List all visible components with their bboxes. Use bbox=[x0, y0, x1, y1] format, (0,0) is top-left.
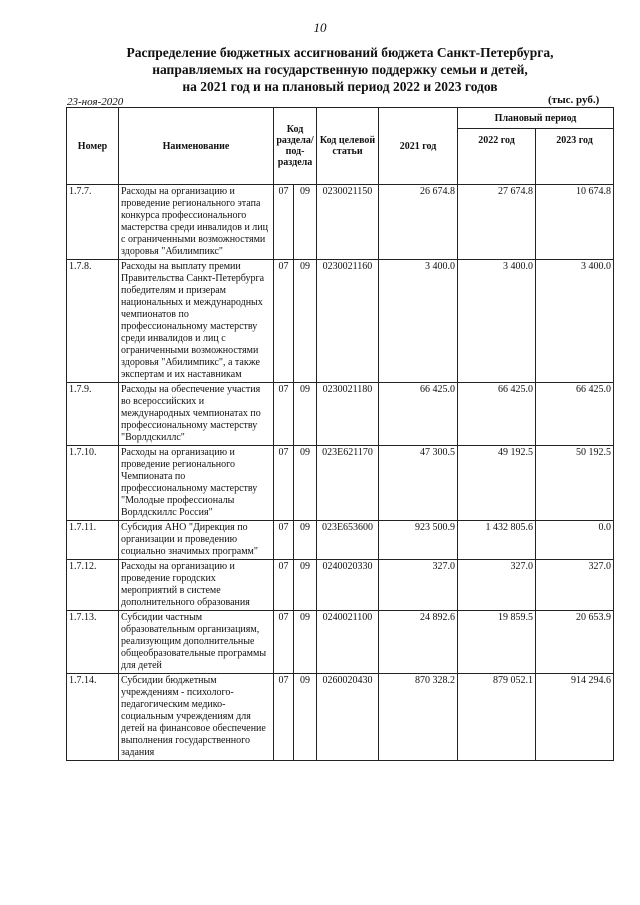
row-target-code: 0240021100 bbox=[317, 611, 379, 674]
title-line-1: Распределение бюджетных ассигнований бюджета Санкт-Петербурга, bbox=[126, 45, 554, 60]
row-name: Субсидии бюджетным учреждениям - психолого-педагогическим медико-социальным учреждениям для детей на финансовое обеспечение выполнения государственного задания bbox=[119, 674, 274, 761]
document-date: 23-ноя-2020 bbox=[67, 96, 124, 108]
row-name: Расходы на выплату премии Правительства Санкт-Петербурга победителям и призерам национальных и международных чемпионатов по профессиональному мастерству среди инвалидов и лиц с ограниченными возможностями здоровья "Абилимпикс", а также экспертам и их наставникам bbox=[119, 260, 274, 383]
row-subsection-code: 09 bbox=[294, 521, 317, 560]
header-year-2023: 2023 год bbox=[536, 129, 614, 185]
row-amount-2022: 19 859.5 bbox=[458, 611, 536, 674]
row-section-code: 07 bbox=[274, 521, 294, 560]
row-subsection-code: 09 bbox=[294, 446, 317, 521]
row-amount-2021: 870 328.2 bbox=[379, 674, 458, 761]
row-amount-2021: 26 674.8 bbox=[379, 185, 458, 260]
table-header bbox=[67, 108, 614, 185]
row-amount-2023: 10 674.8 bbox=[536, 185, 614, 260]
row-amount-2021: 3 400.0 bbox=[379, 260, 458, 383]
row-number: 1.7.10. bbox=[67, 446, 119, 521]
row-amount-2023: 50 192.5 bbox=[536, 446, 614, 521]
table-body bbox=[67, 185, 614, 761]
row-name: Расходы на организацию и проведение регионального Чемпионата по профессиональному мастерству "Молодые профессионалы Ворлдскиллс Россия" bbox=[119, 446, 274, 521]
table-row bbox=[67, 560, 614, 611]
row-amount-2022: 1 432 805.6 bbox=[458, 521, 536, 560]
row-number: 1.7.8. bbox=[67, 260, 119, 383]
budget-table bbox=[66, 107, 614, 761]
row-target-code: 0260020430 bbox=[317, 674, 379, 761]
row-number: 1.7.14. bbox=[67, 674, 119, 761]
row-section-code: 07 bbox=[274, 611, 294, 674]
header-target-code: Код целевой статьи bbox=[317, 108, 379, 185]
table-row bbox=[67, 611, 614, 674]
row-name: Субсидии частным образовательным организациям, реализующим дополнительные общеобразовательные программы для детей bbox=[119, 611, 274, 674]
row-amount-2021: 66 425.0 bbox=[379, 383, 458, 446]
row-subsection-code: 09 bbox=[294, 383, 317, 446]
row-number: 1.7.13. bbox=[67, 611, 119, 674]
row-amount-2022: 879 052.1 bbox=[458, 674, 536, 761]
row-section-code: 07 bbox=[274, 185, 294, 260]
row-amount-2023: 20 653.9 bbox=[536, 611, 614, 674]
row-name: Расходы на организацию и проведение регионального этапа конкурса профессионального мастерства среди инвалидов и лиц с ограниченными возможностями здоровья "Абилимпикс" bbox=[119, 185, 274, 260]
row-target-code: 0240020330 bbox=[317, 560, 379, 611]
units-label: (тыс. руб.) bbox=[548, 94, 600, 106]
row-name: Расходы на обеспечение участия во всероссийских и международных чемпионатах по профессиональному мастерству "Ворлдскиллс" bbox=[119, 383, 274, 446]
row-number: 1.7.11. bbox=[67, 521, 119, 560]
row-amount-2023: 327.0 bbox=[536, 560, 614, 611]
row-number: 1.7.12. bbox=[67, 560, 119, 611]
header-year-2022: 2022 год bbox=[458, 129, 536, 185]
document-title bbox=[70, 44, 610, 95]
row-amount-2021: 47 300.5 bbox=[379, 446, 458, 521]
row-amount-2021: 24 892.6 bbox=[379, 611, 458, 674]
row-amount-2022: 66 425.0 bbox=[458, 383, 536, 446]
title-line-3: на 2021 год и на плановый период 2022 и 2023 годов bbox=[182, 79, 498, 94]
row-amount-2023: 66 425.0 bbox=[536, 383, 614, 446]
row-subsection-code: 09 bbox=[294, 260, 317, 383]
table-row bbox=[67, 446, 614, 521]
row-section-code: 07 bbox=[274, 674, 294, 761]
row-amount-2021: 327.0 bbox=[379, 560, 458, 611]
header-number: Номер bbox=[67, 108, 119, 185]
row-subsection-code: 09 bbox=[294, 185, 317, 260]
row-target-code: 023E621170 bbox=[317, 446, 379, 521]
row-amount-2022: 49 192.5 bbox=[458, 446, 536, 521]
row-amount-2022: 327.0 bbox=[458, 560, 536, 611]
row-section-code: 07 bbox=[274, 383, 294, 446]
row-subsection-code: 09 bbox=[294, 560, 317, 611]
row-section-code: 07 bbox=[274, 446, 294, 521]
row-target-code: 0230021180 bbox=[317, 383, 379, 446]
row-amount-2023: 914 294.6 bbox=[536, 674, 614, 761]
row-target-code: 023E653600 bbox=[317, 521, 379, 560]
row-amount-2023: 3 400.0 bbox=[536, 260, 614, 383]
table-row bbox=[67, 260, 614, 383]
header-year-2021: 2021 год bbox=[379, 108, 458, 185]
row-name: Расходы на организацию и проведение городских мероприятий в системе дополнительного образования bbox=[119, 560, 274, 611]
header-section-code: Код раздела/ под-раздела bbox=[274, 108, 317, 185]
row-amount-2021: 923 500.9 bbox=[379, 521, 458, 560]
row-section-code: 07 bbox=[274, 560, 294, 611]
row-number: 1.7.7. bbox=[67, 185, 119, 260]
row-name: Субсидия АНО "Дирекция по организации и проведению социально значимых программ" bbox=[119, 521, 274, 560]
row-subsection-code: 09 bbox=[294, 611, 317, 674]
row-amount-2022: 3 400.0 bbox=[458, 260, 536, 383]
table-row bbox=[67, 674, 614, 761]
table-row bbox=[67, 521, 614, 560]
table-row bbox=[67, 185, 614, 260]
header-name: Наименование bbox=[119, 108, 274, 185]
row-subsection-code: 09 bbox=[294, 674, 317, 761]
row-target-code: 0230021150 bbox=[317, 185, 379, 260]
row-number: 1.7.9. bbox=[67, 383, 119, 446]
header-planned-period: Плановый период bbox=[458, 108, 614, 129]
table-row bbox=[67, 383, 614, 446]
title-line-2: направляемых на государственную поддержку семьи и детей, bbox=[152, 62, 528, 77]
row-amount-2022: 27 674.8 bbox=[458, 185, 536, 260]
row-amount-2023: 0.0 bbox=[536, 521, 614, 560]
row-section-code: 07 bbox=[274, 260, 294, 383]
page-number: 10 bbox=[313, 20, 327, 35]
row-target-code: 0230021160 bbox=[317, 260, 379, 383]
